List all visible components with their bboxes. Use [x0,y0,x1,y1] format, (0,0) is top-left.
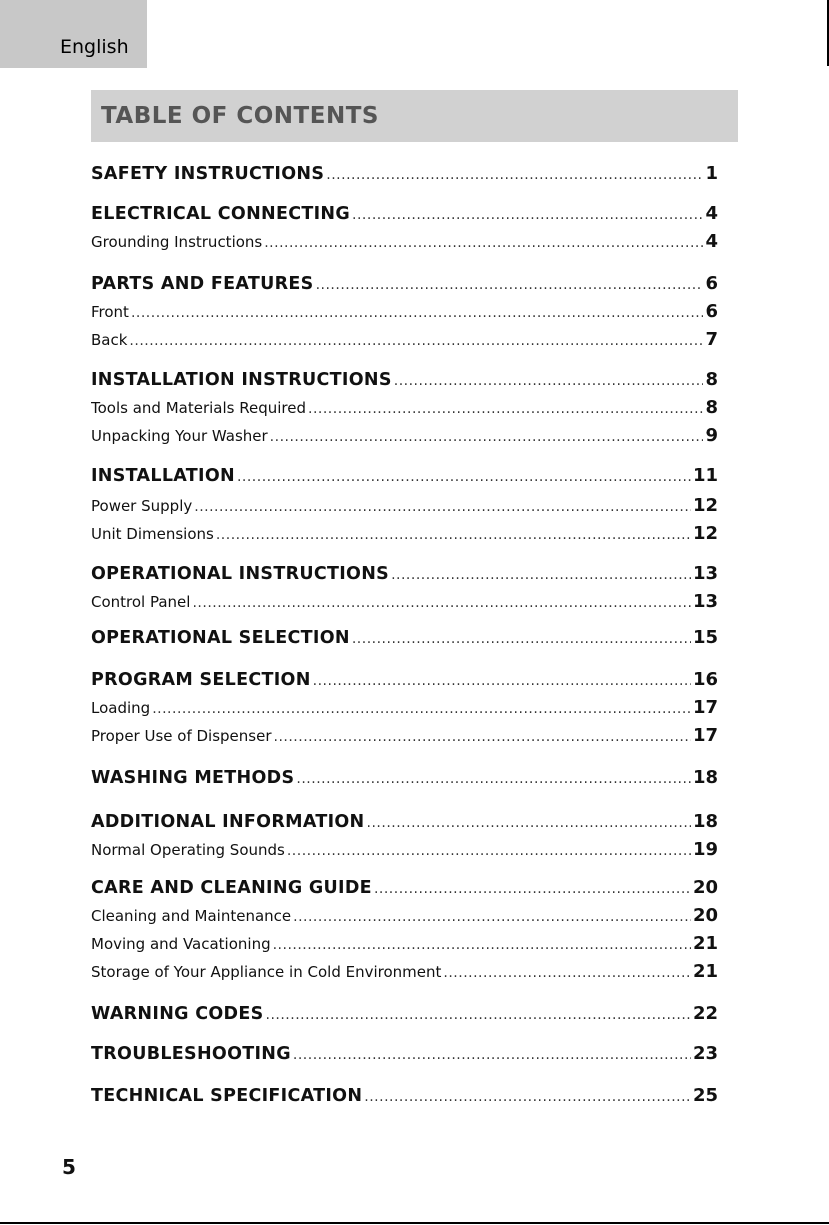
toc-entry-label: WASHING METHODS [91,768,295,788]
dot-leader [308,401,703,417]
toc-entry [91,933,718,957]
toc-entry-page: 11 [692,465,718,486]
dot-leader [274,729,691,745]
toc-entry-page: 13 [692,563,718,584]
toc-entry [91,1085,718,1109]
toc-entry-label: Back [91,331,128,349]
toc-title: TABLE OF CONTENTS [101,103,379,129]
toc-entry-page: 6 [705,301,718,322]
toc-entry [91,163,718,187]
toc-entry-label: Moving and Vacationing [91,935,271,953]
dot-leader [237,469,691,485]
toc-entry-label: ELECTRICAL CONNECTING [91,204,351,224]
toc-entry-page: 6 [705,273,718,294]
dot-leader [192,595,690,611]
toc-entry-page: 12 [692,495,718,516]
toc-entry-page: 25 [692,1085,718,1106]
toc-entry-label: SAFETY INSTRUCTIONS [91,164,325,184]
toc-entry [91,523,718,547]
toc-entry-label: Tools and Materials Required [91,399,306,417]
toc-entry-label: CARE AND CLEANING GUIDE [91,878,372,898]
dot-leader [326,167,703,183]
toc-entry-label: Proper Use of Dispenser [91,727,272,745]
toc-entry-page: 21 [692,933,718,954]
toc-entry [91,905,718,929]
toc-entry-label: TROUBLESHOOTING [91,1044,291,1064]
dot-leader [391,567,691,583]
toc-entry [91,329,718,353]
toc-entry-page: 9 [705,425,718,446]
toc-entry [91,725,718,749]
toc-entry-page: 23 [692,1043,718,1064]
toc-entry [91,231,718,255]
toc-entry [91,369,718,393]
toc-entry [91,811,718,835]
toc-entry-page: 20 [692,877,718,898]
dot-leader [374,881,691,897]
toc-entry-label: Unit Dimensions [91,525,214,543]
toc-entry-page: 1 [705,163,718,184]
dot-leader [266,1007,691,1023]
toc-entry-page: 4 [705,231,718,252]
toc-entry-page: 7 [705,329,718,350]
toc-entry-label: Storage of Your Appliance in Cold Environment [91,963,442,981]
toc-entry [91,877,718,901]
toc-entry [91,697,718,721]
toc-entry-page: 20 [692,905,718,926]
dot-leader [394,373,704,389]
toc-entry-page: 17 [692,725,718,746]
toc-entry [91,495,718,519]
toc-entry [91,839,718,863]
toc-entry-label: Cleaning and Maintenance [91,907,292,925]
toc-entry-label: Loading [91,699,151,717]
toc-entry-label: Control Panel [91,593,191,611]
toc-entry-page: 8 [705,369,718,390]
toc-entry [91,273,718,297]
toc-entry-page: 16 [692,669,718,690]
toc-entry [91,961,718,985]
dot-leader [293,1047,691,1063]
dot-leader [364,1089,691,1105]
dot-leader [352,207,703,223]
dot-leader [316,277,704,293]
toc-entry [91,397,718,421]
dot-leader [296,771,691,787]
toc-entry [91,767,718,791]
bottom-rule [0,1222,829,1224]
dot-leader [264,235,703,251]
page-number: 5 [62,1155,76,1179]
dot-leader [367,815,691,831]
toc-entry-page: 12 [692,523,718,544]
dot-leader [131,305,704,321]
dot-leader [313,673,691,689]
language-label: English [60,36,129,58]
toc-title-banner [91,90,738,142]
toc-entry [91,669,718,693]
toc-entry-page: 21 [692,961,718,982]
toc-entry-label: INSTALLATION [91,466,235,486]
dot-leader [129,333,703,349]
toc-entry [91,203,718,227]
toc-entry-label: ADDITIONAL INFORMATION [91,812,365,832]
dot-leader [287,843,691,859]
toc-entry-page: 13 [692,591,718,612]
dot-leader [194,499,691,515]
toc-entry-page: 22 [692,1003,718,1024]
toc-entry [91,563,718,587]
dot-leader [270,429,704,445]
toc-entry [91,301,718,325]
dot-leader [352,631,691,647]
toc-entry-label: WARNING CODES [91,1004,264,1024]
toc-entry-page: 19 [692,839,718,860]
toc-entry-label: PARTS AND FEATURES [91,274,314,294]
toc-entry-page: 4 [705,203,718,224]
toc-entry [91,591,718,615]
toc-entry-label: Normal Operating Sounds [91,841,285,859]
dot-leader [293,909,691,925]
toc-entry-label: Power Supply [91,497,193,515]
toc-entry-page: 17 [692,697,718,718]
toc-entry-label: Unpacking Your Washer [91,427,268,445]
toc-entry-label: OPERATIONAL INSTRUCTIONS [91,564,390,584]
toc-entry-label: Front [91,303,129,321]
toc-entry-label: INSTALLATION INSTRUCTIONS [91,370,392,390]
toc-entry [91,1043,718,1067]
toc-entry-label: PROGRAM SELECTION [91,670,311,690]
language-tab [0,0,147,68]
toc-entry [91,425,718,449]
dot-leader [152,701,691,717]
toc-entry-label: Grounding Instructions [91,233,263,251]
toc-entry-page: 18 [692,767,718,788]
dot-leader [216,527,691,543]
toc-entry [91,627,718,651]
toc-entry [91,1003,718,1027]
toc-entry-page: 15 [692,627,718,648]
toc-entry [91,465,718,489]
dot-leader [443,965,691,981]
toc-entry-label: TECHNICAL SPECIFICATION [91,1086,363,1106]
toc-entry-page: 8 [705,397,718,418]
toc-entry-page: 18 [692,811,718,832]
dot-leader [273,937,691,953]
toc-entry-label: OPERATIONAL SELECTION [91,628,350,648]
